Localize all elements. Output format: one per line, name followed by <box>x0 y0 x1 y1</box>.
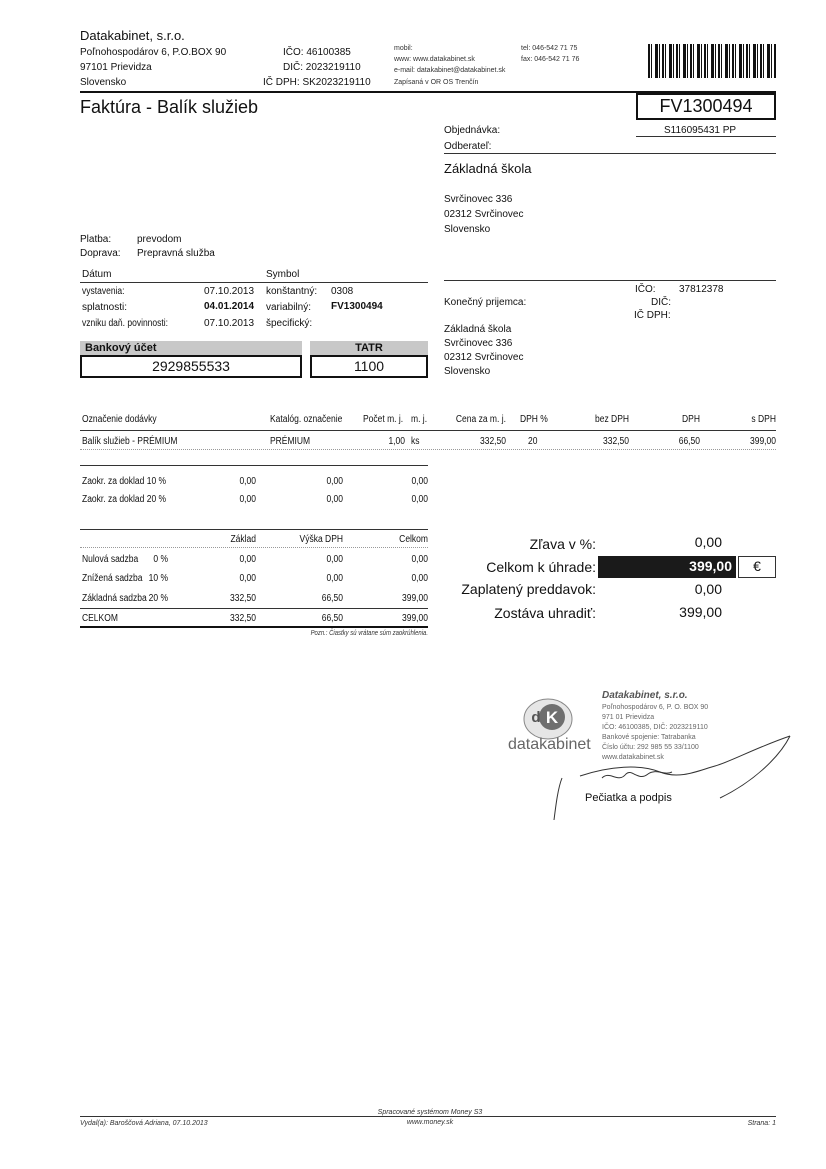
vat-total-amount: 66,50 <box>321 613 343 624</box>
stamp-line2: 971 01 Prievidza <box>602 714 655 721</box>
recipient-street: Svrčinovec 336 <box>444 338 513 349</box>
footer-issued-by: Vydal(a): Baroščová Adriana, 07.10.2013 <box>80 1120 208 1127</box>
company-dic: DIČ: 2023219110 <box>283 62 361 73</box>
date-issued-label: vystavenia: <box>82 286 125 297</box>
prepaid-value: 0,00 <box>694 581 722 597</box>
transport-label: Doprava: <box>80 248 121 259</box>
payment-label: Platba: <box>80 234 112 245</box>
items-col-gross: s DPH <box>751 414 776 425</box>
vat-basic-rate: 20 % <box>148 593 168 604</box>
rounding-20-total: 0,00 <box>411 494 428 505</box>
company-registered: Zapísaná v OR OS Trenčín <box>394 79 479 86</box>
transport-value: Prepravná služba <box>137 248 215 259</box>
customer-label: Odberateľ: <box>444 141 492 152</box>
barcode <box>648 44 776 78</box>
vat-basic-base: 332,50 <box>229 593 256 604</box>
rounding-10-vat: 0,00 <box>326 476 343 487</box>
customer-ico-value: 37812378 <box>679 284 724 295</box>
rounding-divider <box>80 465 428 466</box>
stamp-company: Datakabinet, s.r.o. <box>602 690 688 701</box>
table-row-gross: 399,00 <box>749 436 776 447</box>
invoice-number: FV1300494 <box>636 93 776 120</box>
date-due-label: splatnosti: <box>82 302 128 313</box>
company-address-line2: 97101 Prievidza <box>80 62 152 73</box>
items-col-catalog: Katalóg. označenie <box>270 414 343 425</box>
items-col-description: Označenie dodávky <box>82 414 157 425</box>
stamp-line1: Poľnohospodárov 6, P. O. BOX 90 <box>602 704 709 711</box>
table-row-vat-rate: 20 <box>528 436 538 447</box>
vat-reduced-total: 0,00 <box>411 573 428 584</box>
vat-basic-label: Základná sadzba <box>82 593 147 604</box>
footer-page: Strana: 1 <box>747 1120 776 1127</box>
stamp-line6: www.datakabinet.sk <box>602 754 664 761</box>
customer-divider <box>444 153 776 154</box>
table-row-unit: ks <box>411 436 420 447</box>
table-row-quantity: 1,00 <box>388 436 405 447</box>
rounding-10-base: 0,00 <box>239 476 256 487</box>
company-email: e-mail: datakabinet@datakabinet.sk <box>394 67 506 74</box>
bank-account-number: 2929855533 <box>80 355 302 378</box>
vat-note: Pozn.: Čiastky sú vrátane súm zaokrúhlenia. <box>310 630 428 637</box>
footer-system-url: www.money.sk <box>406 1119 454 1126</box>
signature-icon <box>540 726 820 826</box>
items-col-vat-rate: DPH % <box>520 414 548 425</box>
table-row-catalog: PRÉMIUM <box>270 436 311 447</box>
vat-reduced-base: 0,00 <box>239 573 256 584</box>
vat-summary-bottom-divider <box>80 626 428 628</box>
const-symbol-value: 0308 <box>331 286 354 297</box>
currency: € <box>753 558 761 574</box>
order-number: S116095431 PP <box>664 125 737 136</box>
company-fax: fax: 046-542 71 76 <box>521 56 580 63</box>
const-symbol-label: konštantný: <box>266 286 318 297</box>
svg-text:K: K <box>545 708 559 727</box>
company-tel: tel: 046-542 71 75 <box>521 45 578 52</box>
footer-divider <box>80 1116 776 1117</box>
company-ico: IČO: 46100385 <box>283 47 351 58</box>
payment-value: prevodom <box>137 234 182 245</box>
stamp-line4: Bankové spojenie: Tatrabanka <box>602 734 696 741</box>
spec-symbol-label: špecifický: <box>266 318 313 329</box>
order-label: Objednávka: <box>444 125 501 136</box>
vat-summary-header-divider <box>80 547 428 548</box>
vat-summary-total-divider <box>80 608 428 609</box>
signature-label: Pečiatka a podpis <box>585 792 672 804</box>
vat-zero-label: Nulová sadzba <box>82 554 139 565</box>
customer-icdph-label: IČ DPH: <box>634 310 671 321</box>
vat-basic-total: 399,00 <box>401 593 428 604</box>
recipient-label: Konečný prijemca: <box>444 297 527 308</box>
prepaid-label: Zaplatený preddavok: <box>461 581 596 597</box>
discount-value: 0,00 <box>694 534 722 550</box>
company-www: www: www.datakabinet.sk <box>394 56 475 63</box>
items-col-unit: m. j. <box>411 414 428 425</box>
table-row-description: Balík služieb - PRÉMIUM <box>82 436 178 447</box>
date-tax-value: 07.10.2013 <box>204 318 255 329</box>
stamp-line5: Číslo účtu: 292 985 55 33/1100 <box>602 744 699 751</box>
dates-header: Dátum <box>82 269 112 280</box>
customer-ico-label: IČO: <box>635 284 656 295</box>
company-mobil: mobil: <box>394 45 413 52</box>
vat-reduced-label: Znížená sadzba <box>82 573 143 584</box>
symbol-header: Symbol <box>266 269 300 280</box>
remaining-value: 399,00 <box>679 604 722 620</box>
vat-zero-rate: 0 % <box>153 554 168 565</box>
company-name: Datakabinet, s.r.o. <box>80 28 185 43</box>
bank-code: 1100 <box>310 355 428 378</box>
items-col-vat: DPH <box>682 414 700 425</box>
bank-name: TATR <box>355 342 383 354</box>
items-col-net: bez DPH <box>594 414 629 425</box>
customer-country: Slovensko <box>444 224 491 235</box>
customer-street: Svrčinovec 336 <box>444 194 513 205</box>
recipient-divider <box>444 280 776 281</box>
total-due-label: Celkom k úhrade: <box>486 559 596 575</box>
discount-label: Zľava v %: <box>529 536 596 552</box>
vat-col-amount: Výška DPH <box>299 534 343 545</box>
var-symbol-label: variabilný: <box>266 302 312 313</box>
table-row-unit-price: 332,50 <box>479 436 506 447</box>
vat-total-base: 332,50 <box>229 613 256 624</box>
recipient-city: 02312 Svrčinovec <box>444 352 524 363</box>
footer-system: Spracované systémom Money S3 <box>330 1109 530 1116</box>
vat-col-base: Základ <box>230 534 256 545</box>
date-issued-value: 07.10.2013 <box>204 286 255 297</box>
vat-summary-top-divider <box>80 529 428 530</box>
customer-city: 02312 Svrčinovec <box>444 209 524 220</box>
vat-total-total: 399,00 <box>401 613 428 624</box>
items-header-divider <box>80 430 776 431</box>
vat-reduced-rate: 10 % <box>148 573 168 584</box>
company-address-line1: Poľnohospodárov 6, P.O.BOX 90 <box>80 47 227 58</box>
dates-divider <box>80 282 428 283</box>
rounding-20-vat: 0,00 <box>326 494 343 505</box>
vat-zero-base: 0,00 <box>239 554 256 565</box>
vat-basic-amount: 66,50 <box>321 593 343 604</box>
total-due-value: 399,00 <box>689 558 732 574</box>
var-symbol-value: FV1300494 <box>331 301 383 312</box>
vat-zero-amount: 0,00 <box>326 554 343 565</box>
date-tax-label: vzniku daň. povinnosti: <box>82 318 168 329</box>
vat-col-total: Celkom <box>399 534 428 545</box>
vat-total-label: CELKOM <box>82 613 118 624</box>
remaining-label: Zostáva uhradiť: <box>494 605 596 621</box>
invoice-title: Faktúra - Balík služieb <box>80 97 259 117</box>
recipient-name: Základná škola <box>444 324 512 335</box>
vat-zero-total: 0,00 <box>411 554 428 565</box>
svg-text:d: d <box>531 709 541 726</box>
table-row-vat: 66,50 <box>678 436 700 447</box>
rounding-10-total: 0,00 <box>411 476 428 487</box>
order-underline <box>636 136 776 137</box>
customer-dic-label: DIČ: <box>651 297 671 308</box>
customer-name: Základná škola <box>444 161 532 176</box>
vat-reduced-amount: 0,00 <box>326 573 343 584</box>
rounding-20-label: Zaokr. za doklad 20 % <box>82 494 167 505</box>
recipient-country: Slovensko <box>444 366 491 377</box>
stamp-logo-text: datakabinet <box>508 736 591 753</box>
items-row-divider <box>80 449 776 450</box>
stamp-line3: IČO: 46100385, DIČ: 2023219110 <box>602 724 708 731</box>
items-col-unit-price: Cena za m. j. <box>455 414 506 425</box>
rounding-10-label: Zaokr. za doklad 10 % <box>82 476 167 487</box>
company-icdph: IČ DPH: SK2023219110 <box>263 77 371 88</box>
bank-account-label: Bankový účet <box>85 342 157 354</box>
items-col-quantity: Počet m. j. <box>363 414 404 425</box>
company-country: Slovensko <box>80 77 127 88</box>
date-due-value: 04.01.2014 <box>204 301 255 312</box>
table-row-net: 332,50 <box>602 436 629 447</box>
rounding-20-base: 0,00 <box>239 494 256 505</box>
